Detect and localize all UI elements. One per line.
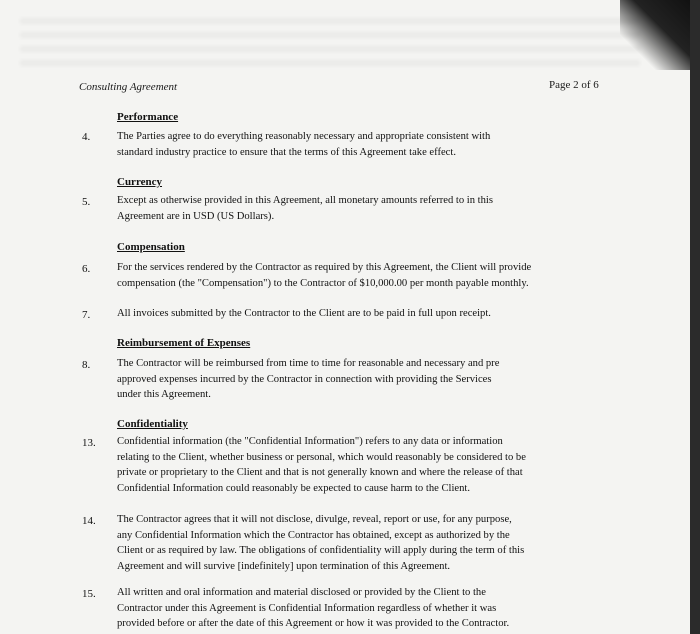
page-number: Page 2 of 6	[549, 79, 599, 91]
text-line: Contractor under this Agreement is Confidential Information regardless of whether it was	[117, 602, 497, 614]
text-line: provided before or after the date of this Agreement or how it was provided to the Contractor.	[117, 618, 510, 629]
text-line: The Contractor agrees that it will not disclose, divulge, reveal, report or use, for any purpose,	[117, 514, 512, 525]
heading-confidentiality: Confidentiality	[117, 418, 188, 430]
text-line: All written and oral information and material disclosed or provided by the Client to the	[117, 587, 486, 598]
text-line: private or proprietary to the Client and that is not generally known and where the release of that	[117, 467, 523, 478]
text-line: compensation (the "Compensation") to the Contractor of $10,000.00 per month payable monthly.	[117, 277, 529, 289]
clause-number: 15.	[82, 588, 96, 600]
clause-number: 7.	[82, 309, 91, 321]
text-line: For the services rendered by the Contractor as required by this Agreement, the Client will provide	[117, 262, 532, 273]
clause-7-text	[117, 306, 627, 322]
clause-number: 4.	[82, 131, 91, 143]
text-line: Client or as required by law. The obligations of confidentiality will apply during the term of this	[117, 545, 525, 556]
clause-number: 8.	[82, 359, 91, 371]
scan-corner-shadow	[620, 0, 690, 70]
text-line: Agreement are in USD (US Dollars).	[117, 210, 275, 222]
text-line: All invoices submitted by the Contractor to the Client are to be paid in full upon receipt.	[117, 308, 491, 319]
text-line: under this Agreement.	[117, 389, 211, 400]
text-line: Agreement and will survive [indefinitely] upon termination of this Agreement.	[117, 560, 451, 572]
text-line: approved expenses incurred by the Contractor in connection with providing the Services	[117, 373, 492, 385]
clause-number: 6.	[82, 263, 91, 275]
heading-compensation: Compensation	[117, 241, 185, 253]
text-line: The Contractor will be reimbursed from time to time for reasonable and necessary and pre	[117, 358, 500, 369]
text-line: Confidential Information could reasonably be expected to cause harm to the Client.	[117, 482, 471, 494]
document-title: Consulting Agreement	[79, 81, 178, 93]
clause-4-text	[117, 129, 627, 160]
heading-reimbursement: Reimbursement of Expenses	[117, 337, 251, 349]
clause-14-text	[117, 512, 627, 574]
clause-6-text	[117, 260, 627, 291]
clause-number: 5.	[82, 196, 91, 208]
clause-5-text	[117, 193, 627, 224]
clause-8-text	[117, 356, 627, 403]
heading-performance: Performance	[117, 111, 179, 123]
scan-bleed-through	[20, 18, 640, 73]
clause-number: 14.	[82, 515, 96, 527]
clause-number: 13.	[82, 437, 96, 449]
text-line: relating to the Client, whether business or personal, which would reasonably be considered to be	[117, 451, 526, 463]
text-line: Confidential information (the "Confidential Information") refers to any data or information	[117, 436, 503, 447]
text-line: any Confidential Information which the Contractor has obtained, except as authorized by the	[117, 529, 510, 541]
text-line: The Parties agree to do everything reasonably necessary and appropriate consistent with	[117, 131, 491, 142]
text-line: standard industry practice to ensure that the terms of this Agreement take effect.	[117, 146, 456, 158]
text-line: Except as otherwise provided in this Agreement, all monetary amounts referred to in this	[117, 195, 493, 206]
clause-13-text	[117, 434, 627, 496]
heading-currency: Currency	[117, 176, 163, 188]
clause-15-text	[117, 585, 627, 632]
